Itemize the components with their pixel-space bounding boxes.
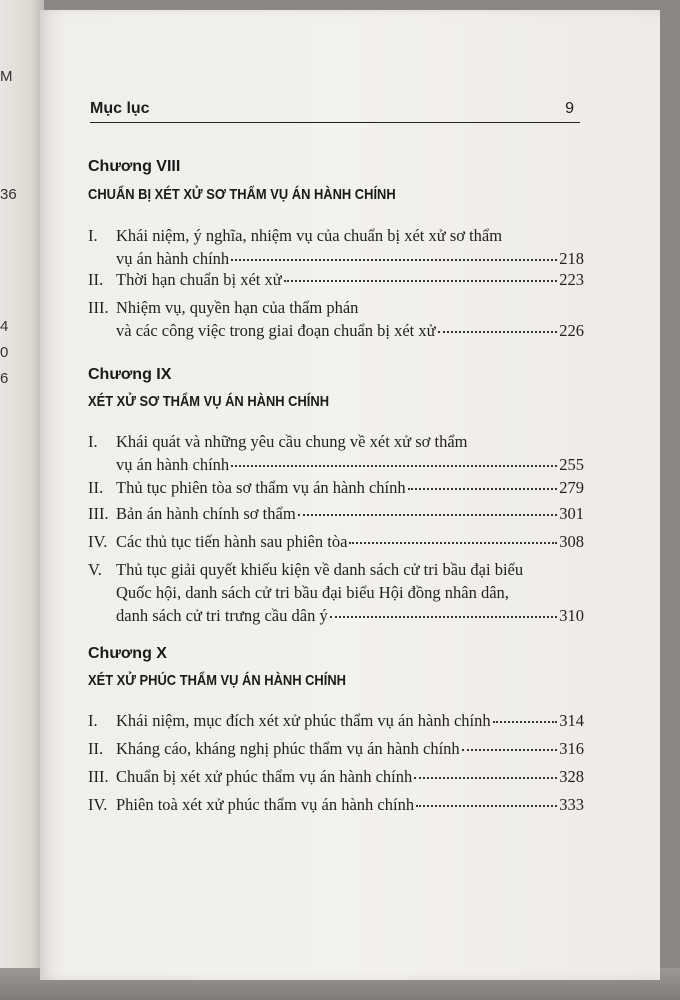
entry-text-line: danh sách cử tri trưng cầu dân ý [116, 606, 328, 625]
entry-numeral: I. [88, 432, 98, 451]
entry-numeral: I. [88, 226, 98, 245]
entry-text-line: Thủ tục phiên tòa sơ thẩm vụ án hành chính [116, 478, 406, 497]
dot-leader [330, 616, 558, 618]
entry-text-line: Nhiệm vụ, quyền hạn của thẩm phán [116, 298, 359, 317]
entry-page-number: 226 [559, 321, 584, 340]
page-edge-fragment: 0 [0, 344, 9, 361]
dot-leader [231, 259, 557, 261]
header-title: Mục lục [90, 100, 150, 117]
entry-page-number: 310 [559, 606, 584, 625]
toc-entry[interactable] [88, 430, 584, 476]
dot-leader [408, 488, 558, 490]
page-edge-fragment: 4 [0, 318, 9, 335]
entry-numeral: III. [88, 767, 109, 786]
chapter-label: Chương IX [88, 366, 172, 383]
dot-leader [438, 331, 558, 333]
chapter-title: XÉT XỬ SƠ THẨM VỤ ÁN HÀNH CHÍNH [88, 393, 330, 410]
entry-text-line: và các công việc trong giai đoạn chuẩn bị xét xử [116, 321, 436, 340]
entry-page-number: 308 [559, 532, 584, 551]
entry-numeral: V. [88, 560, 102, 579]
entry-page-number: 301 [559, 504, 584, 523]
entry-text-line: Kháng cáo, kháng nghị phúc thẩm vụ án hành chính [116, 739, 460, 758]
page-edge-fragment: 36 [0, 186, 17, 203]
entry-text-line: vụ án hành chính [116, 249, 230, 268]
entry-numeral: II. [88, 270, 104, 289]
entry-numeral: IV. [88, 532, 108, 551]
entry-text-line: Bản án hành chính sơ thẩm [116, 504, 296, 523]
entry-text-line: Thời hạn chuẩn bị xét xử [116, 270, 282, 289]
header-page-number: 9 [565, 100, 574, 117]
toc-entry[interactable] [88, 530, 584, 553]
page-edge-fragment: M [0, 68, 13, 85]
entry-text-line: Chuẩn bị xét xử phúc thẩm vụ án hành chính [116, 767, 413, 786]
entry-numeral: III. [88, 504, 109, 523]
entry-page-number: 333 [559, 795, 584, 814]
toc-entry[interactable] [88, 737, 584, 760]
toc-entry[interactable] [88, 765, 584, 788]
entry-page-number: 218 [559, 249, 584, 268]
entry-text-line: Khái niệm, ý nghĩa, nhiệm vụ của chuẩn bị xét xử sơ thẩm [116, 226, 503, 245]
dot-leader [231, 465, 557, 467]
entry-page-number: 223 [559, 270, 584, 289]
chapter-label: Chương VIII [88, 158, 181, 175]
chapter-label: Chương X [88, 645, 167, 662]
entry-page-number: 316 [559, 739, 584, 758]
dot-leader [462, 749, 558, 751]
entry-text-line: Khái niệm, mục đích xét xử phúc thẩm vụ án hành chính [116, 711, 491, 730]
previous-page-edge [0, 0, 44, 1000]
running-header [90, 100, 580, 123]
toc-entry[interactable] [88, 709, 584, 732]
chapter-title: XÉT XỬ PHÚC THẨM VỤ ÁN HÀNH CHÍNH [88, 672, 346, 689]
entry-page-number: 328 [559, 767, 584, 786]
dot-leader [493, 721, 558, 723]
toc-entry[interactable] [88, 224, 584, 270]
entry-page-number: 314 [559, 711, 584, 730]
entry-numeral: III. [88, 298, 109, 317]
entry-text-line: Quốc hội, danh sách cử tri bầu đại biểu Hội đồng nhân dân, [116, 583, 509, 602]
entry-text-line: Phiên toà xét xử phúc thẩm vụ án hành chính [116, 795, 415, 814]
entry-page-number: 255 [559, 455, 584, 474]
toc-entry[interactable] [88, 502, 584, 525]
entry-numeral: II. [88, 739, 104, 758]
entry-page-number: 279 [559, 478, 584, 497]
toc-entry[interactable] [88, 476, 584, 499]
dot-leader [349, 542, 557, 544]
entry-text-line: vụ án hành chính [116, 455, 230, 474]
dot-leader [298, 514, 558, 516]
dot-leader [414, 777, 557, 779]
dot-leader [284, 280, 558, 282]
entry-text-line: Khái quát và những yêu cầu chung về xét xử sơ thẩm [116, 432, 468, 451]
entry-numeral: II. [88, 478, 104, 497]
toc-entry[interactable] [88, 793, 584, 816]
entry-text-line: Các thủ tục tiến hành sau phiên tòa [116, 532, 348, 551]
toc-entry[interactable] [88, 268, 584, 291]
entry-numeral: IV. [88, 795, 108, 814]
entry-numeral: I. [88, 711, 98, 730]
chapter-title: CHUẨN BỊ XÉT XỬ SƠ THẨM VỤ ÁN HÀNH CHÍNH [88, 186, 396, 203]
page-edge-fragment: 6 [0, 370, 9, 387]
entry-text-line: Thủ tục giải quyết khiếu kiện về danh sách cử tri bầu đại biểu [116, 560, 524, 579]
toc-entry[interactable] [88, 558, 584, 627]
dot-leader [416, 805, 557, 807]
toc-entry[interactable] [88, 296, 584, 342]
